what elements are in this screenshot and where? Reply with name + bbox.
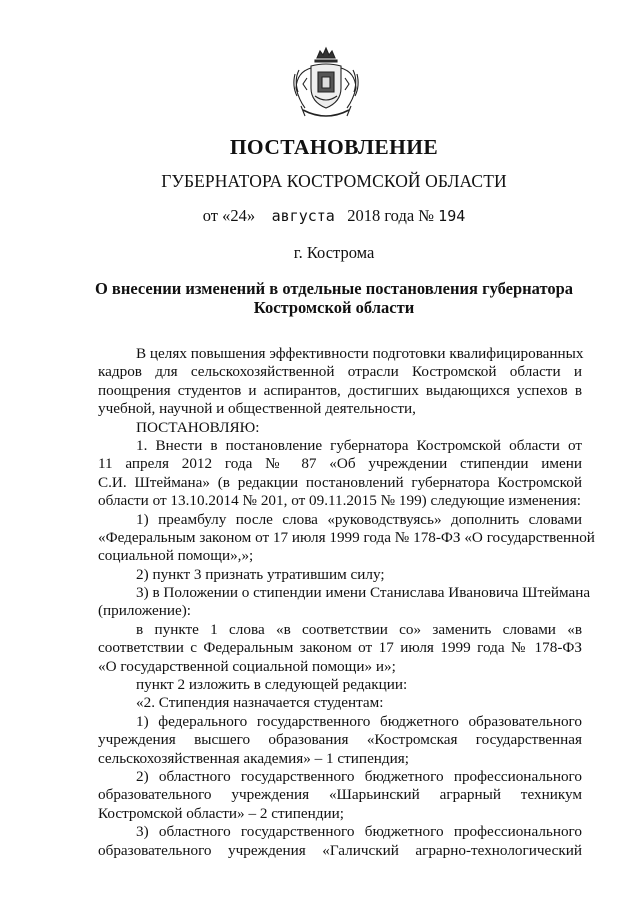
body-line: С.И. Штеймана» (в редакции постановлений губернатора Костромской — [98, 473, 582, 491]
body-line: «2. Стипендия назначается студентам: — [136, 694, 384, 712]
body-line: в пункте 1 слова «в соответствии со» заменить словами «в — [136, 620, 582, 638]
body-line: кадров для сельскохозяйственной отрасли Костромской области и — [98, 363, 582, 381]
body-line: 3) областного государственного бюджетного профессионального — [136, 823, 582, 841]
date-year: 2018 года № — [347, 206, 435, 225]
body-line: пункт 2 изложить в следующей редакции: — [136, 676, 408, 694]
document-title: ПОСТАНОВЛЕНИЕ — [229, 135, 439, 159]
body-line: «Федеральным законом от 17 июля 1999 года № 178-ФЗ «О государственной — [98, 528, 595, 546]
body-line: ПОСТАНОВЛЯЮ: — [136, 418, 260, 436]
body-line: образовательного учреждения «Галичский аграрно-технологический — [98, 841, 582, 859]
body-line: образовательного учреждения «Шарьинский аграрный техникум — [98, 786, 582, 804]
heading-line-1: О внесении изменений в отдельные постановления губернатора — [94, 279, 574, 298]
body-line: учреждения высшего образования «Костромская государственная — [98, 731, 582, 749]
body-line: Костромской области» – 2 стипендии; — [98, 804, 344, 822]
body-line: учебной, научной и общественной деятельности, — [98, 400, 416, 418]
date-number-line — [14, 206, 640, 226]
body-line: В целях повышения эффективности подготовки квалифицированных — [136, 345, 584, 362]
body-line: соответствии с Федеральным законом от 17 июля 1999 года № 178-ФЗ — [98, 639, 582, 657]
body-line: области от 13.10.2014 № 201, от 09.11.2015 № 199) следующие изменения: — [98, 492, 582, 510]
date-day: «24» — [222, 206, 256, 225]
body-line: 1) преамбулу после слова «руководствуясь» дополнить словами — [136, 510, 582, 528]
document-heading — [14, 279, 640, 317]
body-line: 1) федерального государственного бюджетного образовательного — [136, 712, 582, 730]
body-line: (приложение): — [98, 602, 192, 620]
place-line: г. Кострома — [293, 243, 375, 262]
body-line: поощрения студентов и аспирантов, достигших выдающихся успехов в — [98, 381, 582, 399]
body-line: 11 апреля 2012 года № 87 «Об учреждении стипендии имени — [98, 455, 582, 473]
body-line: 2) пункт 3 признать утратившим силу; — [136, 565, 385, 583]
issuer-line: ГУБЕРНАТОРА КОСТРОМСКОЙ ОБЛАСТИ — [161, 171, 507, 191]
body-line: 3) в Положении о стипендии имени Станислава Ивановича Штеймана — [136, 584, 591, 602]
date-prefix: от — [202, 206, 218, 225]
body-line: «О государственной социальной помощи» и»; — [98, 657, 396, 675]
coat-of-arms-emblem — [291, 44, 361, 126]
body-line: сельскохозяйственная академия» – 1 стипендия; — [98, 749, 409, 767]
heading-line-2: Костромской области — [253, 298, 415, 317]
document-body — [98, 345, 595, 860]
body-line: 2) областного государственного бюджетного профессионального — [136, 767, 582, 785]
date-month: августа — [271, 207, 335, 225]
document-number: 194 — [438, 207, 466, 225]
body-line: 1. Внести в постановление губернатора Костромской области от — [136, 436, 582, 454]
body-line: социальной помощи»,»; — [98, 547, 254, 565]
